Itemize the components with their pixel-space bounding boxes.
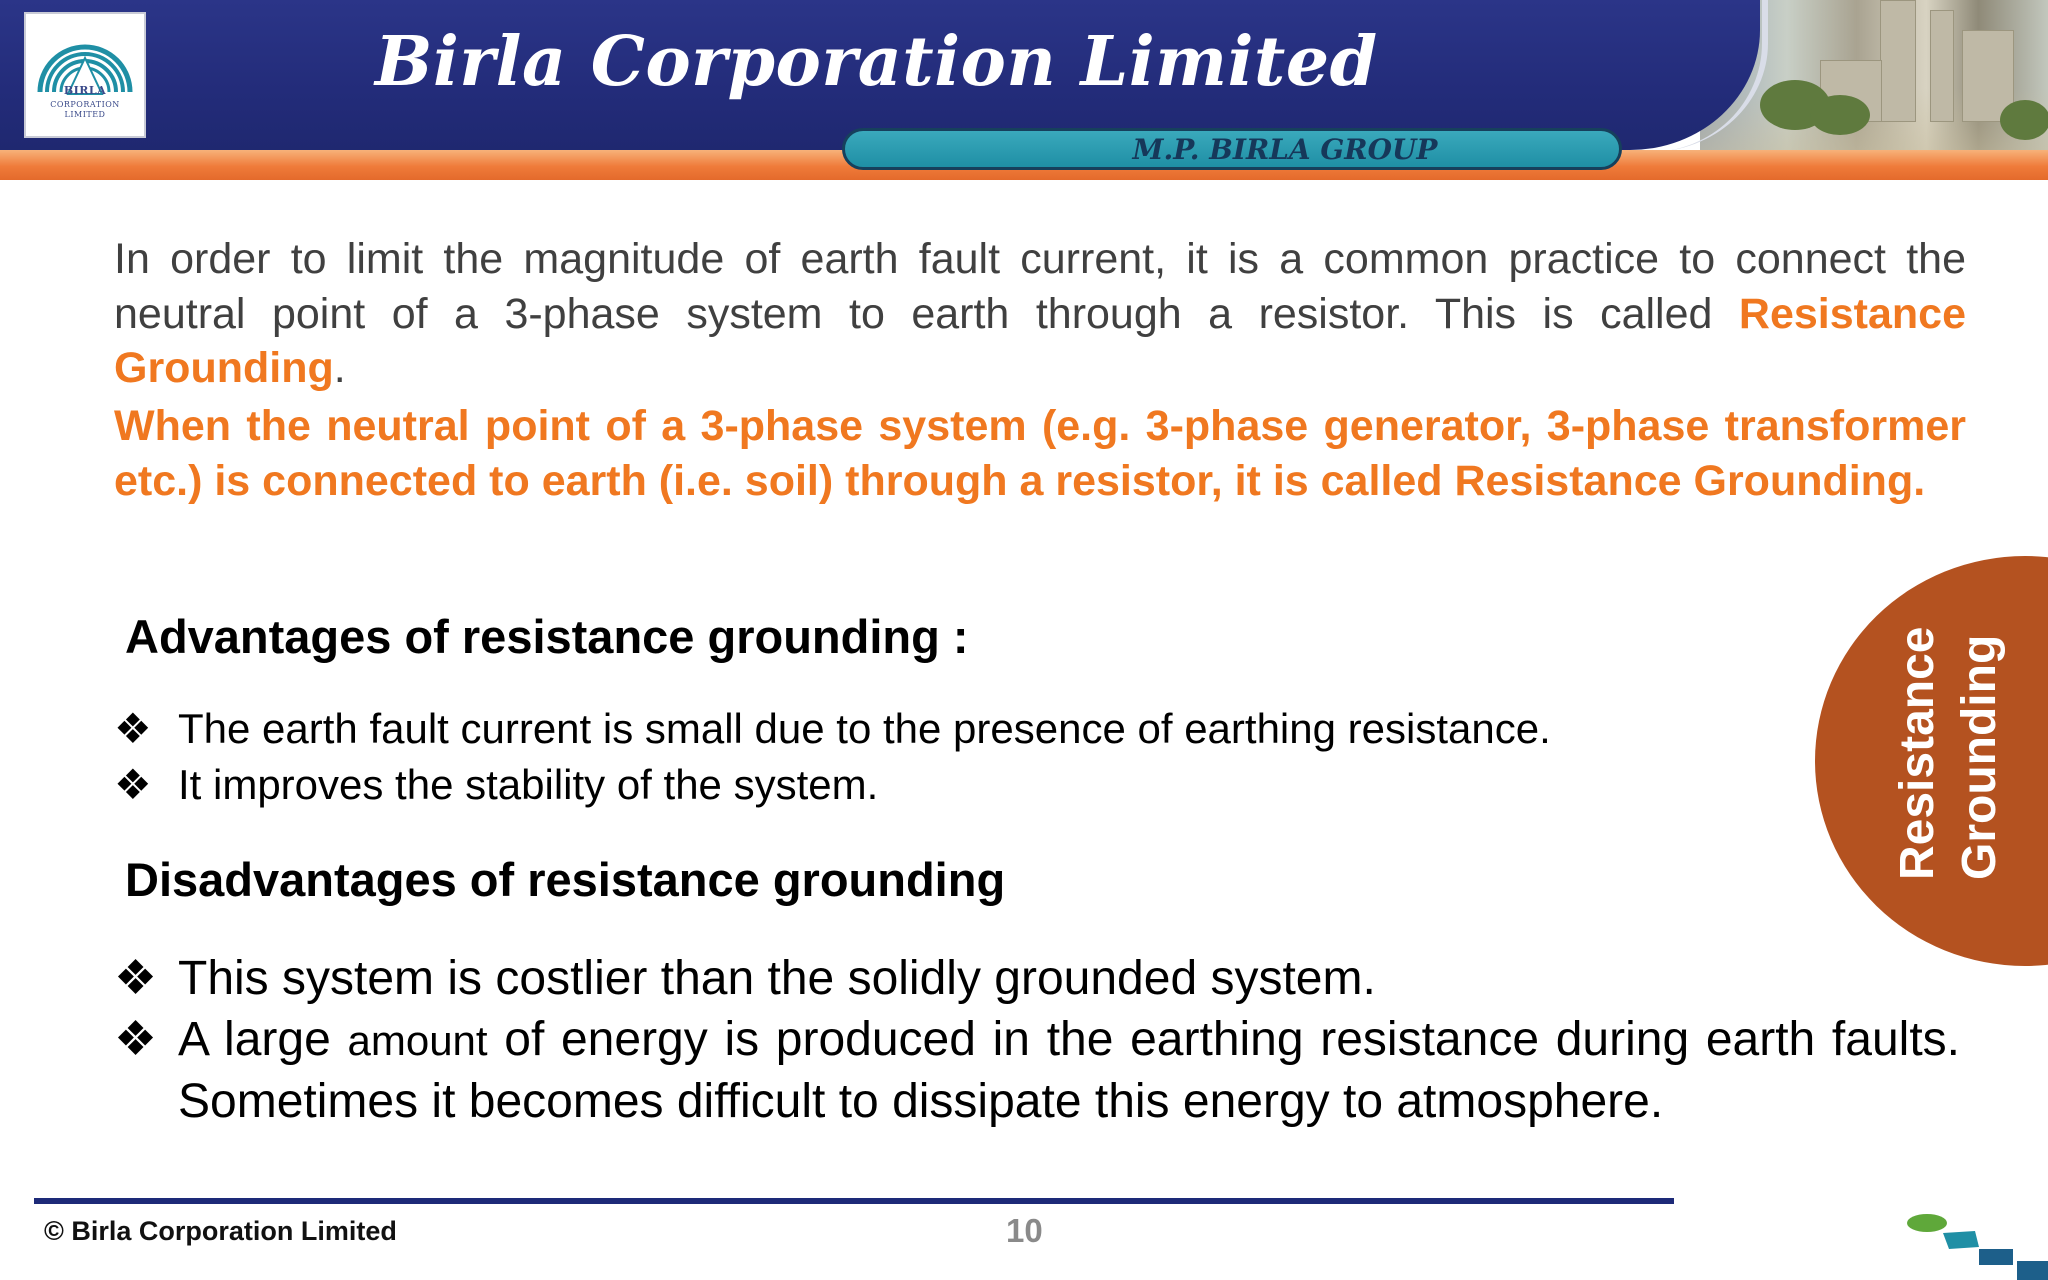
header-banner [0,0,2048,182]
definition-paragraph: When the neutral point of a 3-phase system (e.g. 3-phase generator, 3-phase transformer etc.) is connected to earth (i.e. soil) through a resistor, it is called Resistance Grounding. [114,402,1966,505]
logo-word: BIRLA [63,84,107,97]
bullet-diamond-icon: ❖ [114,952,158,1005]
bullet-diamond-icon: ❖ [114,1013,158,1066]
footer-copyright: © Birla Corporation Limited [44,1216,397,1246]
disadvantage-text: This system is costlier than the solidly grounded system. [178,952,1376,1005]
group-name: M.P. BIRLA GROUP [1132,133,1438,166]
disadvantage-text: A large amount of energy is produced in the earthing resistance during earth faults. Sometimes it becomes difficult to dissipate this energy to atmosphere. [178,1013,1960,1128]
footer-decoration-icon [1905,1205,2048,1280]
advantage-text: The earth fault current is small due to the presence of earthing resistance. [178,705,1551,752]
company-title: Birla Corporation Limited [375,22,1378,102]
disadvantages-heading: Disadvantages of resistance grounding [125,853,1006,906]
company-logo [24,12,146,138]
advantages-heading: Advantages of resistance grounding : [125,610,969,663]
page-number: 10 [1006,1212,1043,1249]
bullet-diamond-icon: ❖ [114,761,152,808]
logo-line1: CORPORATION [50,100,120,109]
footer-rule [34,1198,1674,1204]
bullet-diamond-icon: ❖ [114,705,152,752]
group-pill [842,128,1622,170]
side-tab-line1: Resistance [1891,626,1944,880]
intro-paragraph [114,232,1966,396]
intro-text: In order to limit the magnitude of earth fault current, it is a common practice to connect the neutral point of a 3-phase system to earth through a resistor. This is called [114,235,1966,338]
logo-line2: LIMITED [64,110,106,119]
side-tab-line2: Grounding [1953,634,2006,880]
side-tab-label [1890,612,2030,882]
intro-highlight: Resistance Grounding [114,289,1966,392]
intro-period: . [333,344,346,392]
advantage-text: It improves the stability of the system. [178,761,879,808]
